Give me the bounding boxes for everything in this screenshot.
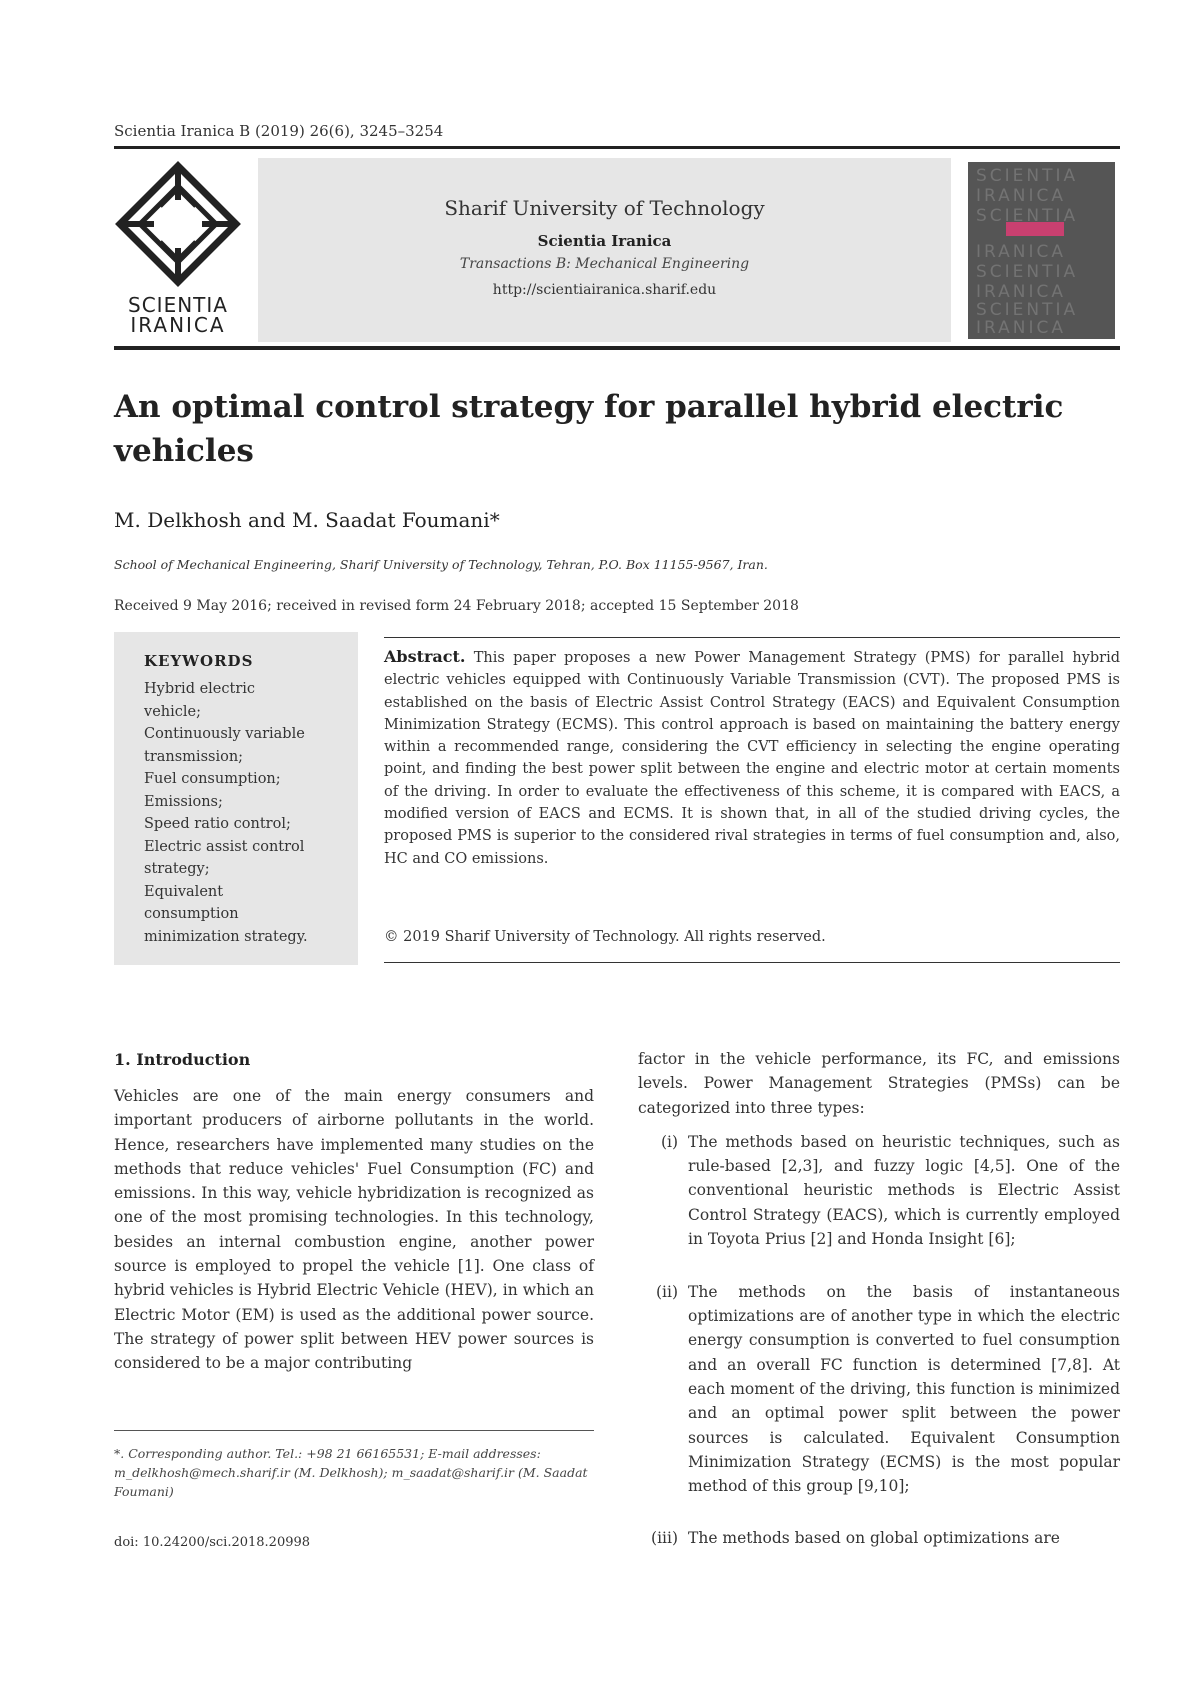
copyright-notice: © 2019 Sharif University of Technology. All rights reserved. <box>384 929 826 945</box>
journal-name: Scientia Iranica <box>537 232 672 250</box>
keywords-heading: KEYWORDS <box>144 652 254 670</box>
journal-header-band <box>258 158 951 342</box>
paper-authors: M. Delkhosh and M. Saadat Foumani* <box>114 508 500 532</box>
paper-title: An optimal control strategy for parallel hybrid electric vehicles <box>114 389 1064 469</box>
logo-line2: IRANICA <box>130 313 226 336</box>
journal-cover-image: SCIENTIA IRANICA SCIENTIA IRANICA SCIENTIA IRANICA SCIENTIA IRANICA <box>968 162 1115 339</box>
keyword-line: Fuel consumption; <box>144 771 281 787</box>
list-text: The methods based on global optimizations are <box>688 1528 1060 1547</box>
received-dates: Received 9 May 2016; received in revised form 24 February 2018; accepted 15 September 2018 <box>114 598 799 614</box>
journal-transactions: Transactions B: Mechanical Engineering <box>459 256 750 272</box>
keyword-line: vehicle; <box>144 703 201 720</box>
list-label: (ii) <box>655 1282 678 1301</box>
keyword-line: Emissions; <box>144 793 223 810</box>
footnote-rule <box>114 1430 594 1431</box>
intro-col2-paragraph: factor in the vehicle performance, its FC, and emissions levels. Power Management Strategies (PMSs) can be categorized into three types: <box>638 1050 1120 1117</box>
section-heading-introduction: 1. Introduction <box>114 1050 251 1069</box>
scientia-iranica-logo <box>112 160 244 336</box>
corresponding-author-footnote: *. Corresponding author. Tel.: +98 21 66165531; E-mail addresses: m_delkhosh@mech.sharif.ir (M. Delkhosh); m_saadat@sharif.ir (M. Saadat Foumani) <box>114 1446 588 1499</box>
abstract-label: Abstract. <box>384 647 466 666</box>
journal-citation: Scientia Iranica B (2019) 26(6), 3245–3254 <box>114 122 444 140</box>
abstract-text: This paper proposes a new Power Management Strategy (PMS) for parallel hybrid electric vehicles equipped with Continuously Variable Transmission (CVT). The proposed PMS is established on the basis of Electric Assist Control Strategy (EACS) and Equivalent Consumption Minimization Strategy (ECMS). This control approach is based on maintaining the battery energy within a recommended range, considering the CVT efficiency in selecting the engine operating point, and finding the best power split between the engine and electric motor at certain moments of the driving. In order to evaluate the effectiveness of this scheme, it is compared with EACS, a modified version of EACS and ECMS. It is shown that, in all of the studied driving cycles, the proposed PMS is superior to the considered rival strategies in terms of fuel consumption and, also, HC and CO emissions. <box>384 650 1120 867</box>
list-label: (i) <box>660 1132 678 1151</box>
journal-url[interactable]: http://scientiairanica.sharif.edu <box>492 282 717 298</box>
logo-line1: SCIENTIA <box>128 293 228 317</box>
keyword-line: Equivalent <box>144 883 224 900</box>
keyword-line: Continuously variable <box>144 726 305 742</box>
list-label: (iii) <box>651 1528 678 1547</box>
keyword-line: strategy; <box>144 861 210 877</box>
keyword-line: consumption <box>144 906 239 922</box>
university-name: Sharif University of Technology <box>444 196 765 220</box>
keyword-line: Hybrid electric <box>144 681 256 697</box>
list-text: The methods based on heuristic techniques, such as rule-based [2,3], and fuzzy logic [4,5]. One of the conventional heuristic methods is Electric Assist Control Strategy (EACS), which is currently employed in Toyota Prius [2] and Honda Insight [6]; <box>688 1132 1120 1249</box>
abstract-top-rule <box>384 637 1120 638</box>
keyword-line: minimization strategy. <box>144 928 308 945</box>
header-bottom-rule <box>114 346 1120 350</box>
author-affiliation: School of Mechanical Engineering, Sharif University of Technology, Tehran, P.O. Box 11155-9567, Iran. <box>114 557 768 572</box>
keyword-line: Electric assist control <box>144 838 305 855</box>
abstract-body <box>384 646 1120 870</box>
intro-column-1: Vehicles are one of the main energy consumers and important producers of airborne pollutants in the world. Hence, researchers have implemented many studies on the methods that reduce vehicles' Fuel Consumption (FC) and emissions. In this way, vehicle hybridization is recognized as one of the most promising technologies. In this technology, besides an internal combustion engine, another power source is employed to propel the vehicle [1]. One class of hybrid vehicles is Hybrid Electric Vehicle (HEV), in which an Electric Motor (EM) is used as the additional power source. The strategy of power split between HEV power sources is considered to be a major contributing <box>114 1087 594 1373</box>
list-text: The methods on the basis of instantaneous optimizations are of another type in which the electric energy consumption is converted to fuel consumption and an overall FC function is determined [7,8]. At each moment of the driving, this function is minimized and an optimal power split between the power sources is calculated. Equivalent Consumption Minimization Strategy (ECMS) is the most popular method of this group [9,10]; <box>688 1282 1120 1496</box>
header-top-rule <box>114 146 1120 149</box>
doi[interactable]: doi: 10.24200/sci.2018.20998 <box>114 1535 311 1550</box>
intro-column-2 <box>638 1047 1120 1630</box>
abstract-bottom-rule <box>384 962 1120 963</box>
keywords-list <box>144 678 344 948</box>
keyword-line: transmission; <box>144 748 244 765</box>
keyword-line: Speed ratio control; <box>144 816 291 832</box>
